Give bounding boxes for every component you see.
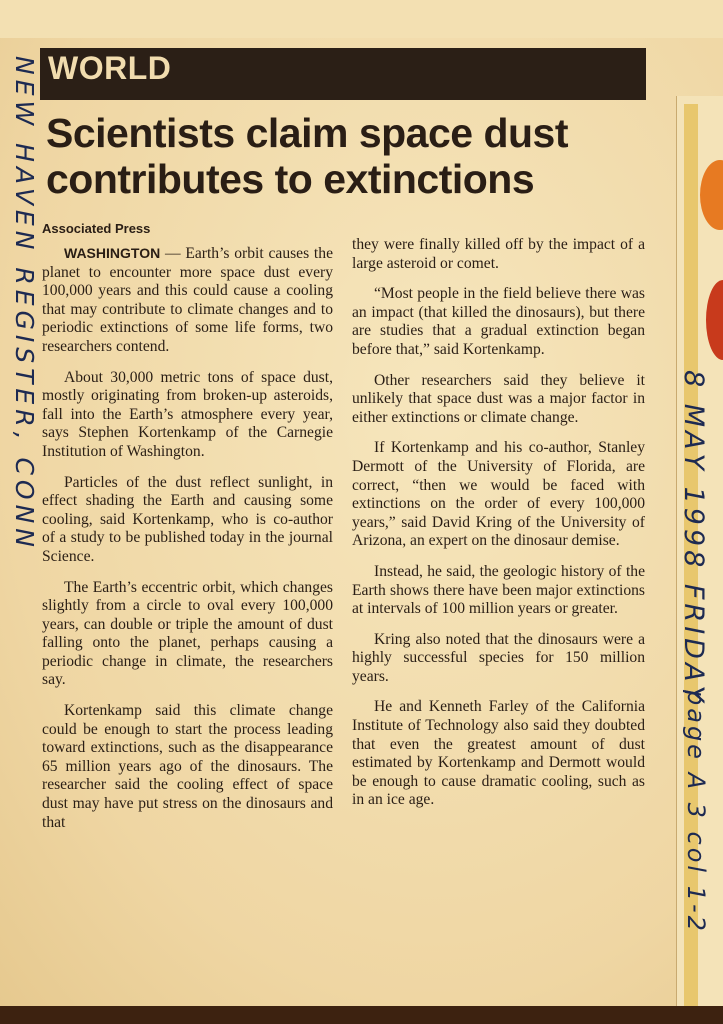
paragraph: About 30,000 metric tons of space dust, mostly originating from broken-up asteroids, fall into the Earth’s atmosphere every year, says Stephen Kortenkamp of the Carnegie Institution of Washington. (42, 368, 333, 460)
paragraph: “Most people in the field believe there was an impact (that killed the dinosaurs), but there are studies that a gradual extinction began before that,” said Kortenkamp. (352, 285, 645, 358)
paragraph: Particles of the dust reflect sunlight, in effect shading the Earth and causing some cooling, said Kortenkamp, who is co-author of a study to be published today in the journal Science. (42, 473, 333, 565)
section-label: WORLD (48, 50, 172, 86)
paragraph: Instead, he said, the geologic history of the Earth shows there have been major extinctions at intervals of 100 million years or greater. (352, 562, 645, 618)
paper-top-strip (0, 0, 723, 38)
handwritten-date-note: 8 MAY 1998 FRIDAY (678, 370, 709, 706)
paragraph: they were finally killed off by the impact of a large asteroid or comet. (352, 236, 645, 272)
paragraph: The Earth’s eccentric orbit, which changes slightly from a circle to oval every 100,000 years, can double or triple the amount of dust falling onto the planet, perhaps causing a periodic change in climate, the researchers say. (42, 578, 333, 689)
paragraph: WASHINGTON — Earth’s orbit causes the planet to encounter more space dust every 100,000 years and this could cause a cooling that may contribute to climate changes and to periodic extinctions of some life forms, two researchers contend. (42, 245, 333, 355)
paragraph: Other researchers said they believe it unlikely that space dust was a major factor in either extinctions or climate change. (352, 371, 645, 426)
paragraph: If Kortenkamp and his co-author, Stanley Dermott of the University of Florida, are correct, “then we would be faced with extinctions on the order of every 100,000 years,” said David Kring of the University of Arizona, an expert on the dinosaur demise. (352, 439, 645, 550)
article-column-2 (352, 236, 645, 822)
handwritten-page-note: page A 3 col 1-2 (682, 690, 710, 934)
dateline: WASHINGTON (64, 245, 161, 261)
headline: Scientists claim space dust contributes to extinctions (46, 110, 569, 202)
paragraph: Kortenkamp said this climate change could be enough to start the process leading toward extinctions, such as the disappearance 65 million years ago of the dinosaurs. The researcher said the cooling effect of space dust may have put stress on the dinosaurs and that (42, 702, 333, 831)
paragraph: Kring also noted that the dinosaurs were a highly successful species for 150 million years. (352, 630, 645, 685)
article-column-1 (42, 244, 333, 844)
background-edge (0, 1006, 723, 1024)
byline: Associated Press (42, 221, 151, 236)
paragraph: He and Kenneth Farley of the California Institute of Technology also said they doubted that even the greatest amount of dust estimated by Kortenkamp and Dermott would be enough to cause dramatic cooling, such as in an ice age. (352, 698, 645, 809)
handwritten-source-note: NEW HAVEN REGISTER, CONN (10, 56, 39, 553)
